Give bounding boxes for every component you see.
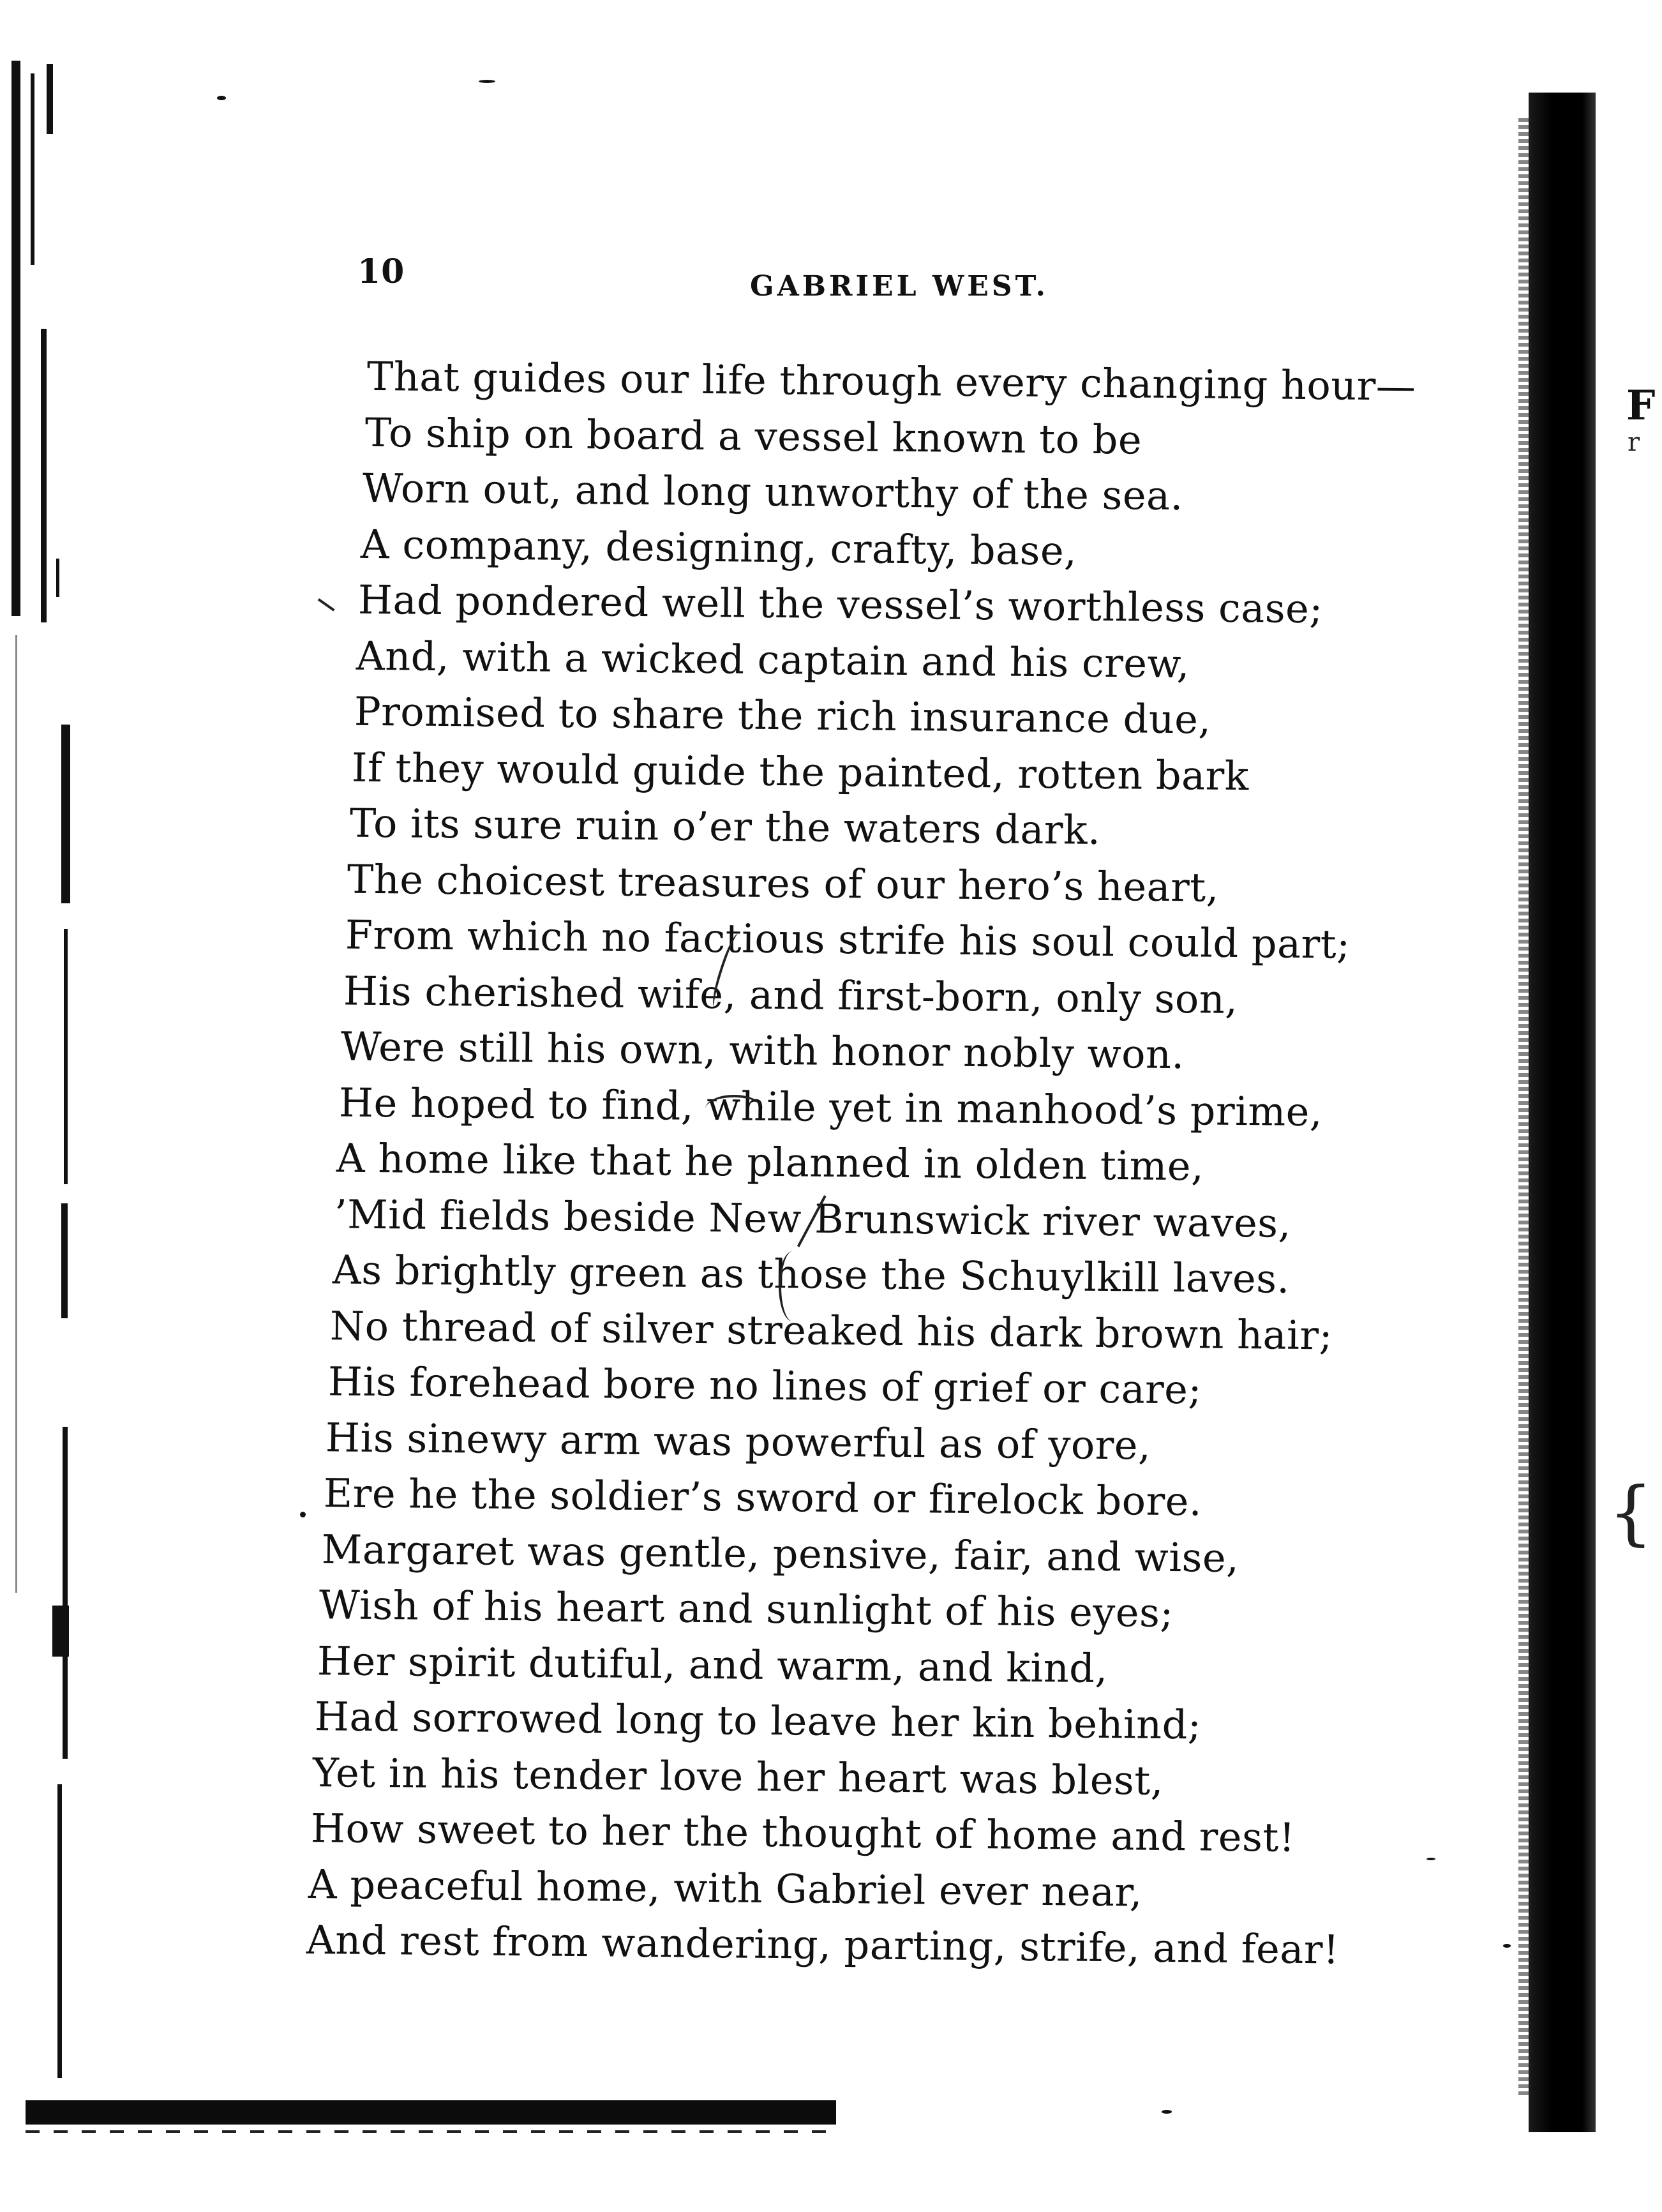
- poem-line: To ship on board a vessel known to be: [364, 409, 1142, 463]
- poem-line: A company, designing, crafty, base,: [360, 520, 1077, 575]
- poem-line: Margaret was gentle, pensive, fair, and wise,: [321, 1525, 1239, 1581]
- page-number: 10: [357, 252, 405, 291]
- speck: [300, 1512, 306, 1517]
- poem-line: Her spirit dutiful, and warm, and kind,: [317, 1637, 1108, 1692]
- poem-line: Ere he the soldier’s sword or firelock bore.: [323, 1470, 1202, 1525]
- speck: [1162, 2110, 1172, 2114]
- poem-line: No thread of silver streaked his dark brown hair;: [329, 1302, 1333, 1358]
- poem-line: Yet in his tender love her heart was blest,: [312, 1749, 1164, 1804]
- poem-line: Had sorrowed long to leave her kin behind;: [314, 1693, 1202, 1749]
- poem-line: Had pondered well the vessel’s worthless case;: [357, 576, 1324, 633]
- poem-line: A home like that he planned in olden time,: [336, 1134, 1204, 1190]
- pencil-mark: [779, 1251, 807, 1321]
- poem-line: And, with a wicked captain and his crew,: [356, 632, 1190, 687]
- speck: [479, 80, 495, 83]
- poem-line: He hoped to find, while yet in manhood’s prime,: [338, 1078, 1323, 1135]
- poem-line: From which no factious strife his soul could part;: [345, 911, 1351, 968]
- margin-brace: {: [1608, 1471, 1653, 1553]
- poem-line: His sinewy arm was powerful as of yore,: [325, 1413, 1151, 1469]
- poem-line: If they would guide the painted, rotten bark: [351, 744, 1250, 799]
- poem-line: His forehead bore no lines of grief or care;: [327, 1358, 1202, 1413]
- poem-text: [306, 348, 1506, 1973]
- poem-line: Worn out, and long unworthy of the sea.: [362, 464, 1184, 520]
- poem-line: Wish of his heart and sunlight of his eyes;: [318, 1581, 1174, 1637]
- bottom-edge-rule: [26, 2100, 836, 2125]
- speck: [217, 96, 226, 100]
- poem-line: To its sure ruin o’er the waters dark.: [349, 799, 1101, 854]
- bottom-edge-dashes: [26, 2130, 830, 2133]
- right-binding-edge: [1529, 93, 1596, 2132]
- poem-line: And rest from wandering, parting, strife, and fear!: [306, 1916, 1340, 1973]
- poem-line: His cherished wife, and first-born, only son,: [343, 967, 1238, 1023]
- page-header: [357, 252, 1289, 303]
- poem-line: That guides our life through every changing hour—: [366, 352, 1416, 410]
- poem-line: How sweet to her the thought of home and rest!: [310, 1805, 1296, 1861]
- poem-line: Were still his own, with honor nobly won.: [340, 1023, 1185, 1078]
- poem-line: A peaceful home, with Gabriel ever near,: [308, 1860, 1143, 1916]
- running-title: GABRIEL WEST.: [750, 270, 1049, 303]
- poem-line: The choicest treasures of our hero’s heart,: [347, 855, 1220, 911]
- poem-line: Promised to share the rich insurance due,: [354, 688, 1211, 743]
- bleed-through-letter: F: [1626, 382, 1656, 430]
- margin-mark: r: [1628, 428, 1640, 457]
- poem-line: As brightly green as those the Schuylkill laves.: [332, 1246, 1291, 1302]
- left-binding-edge: [11, 61, 69, 2135]
- pencil-mark: [705, 1095, 763, 1123]
- poem-line: ’Mid fields beside New Brunswick river waves,: [334, 1190, 1292, 1247]
